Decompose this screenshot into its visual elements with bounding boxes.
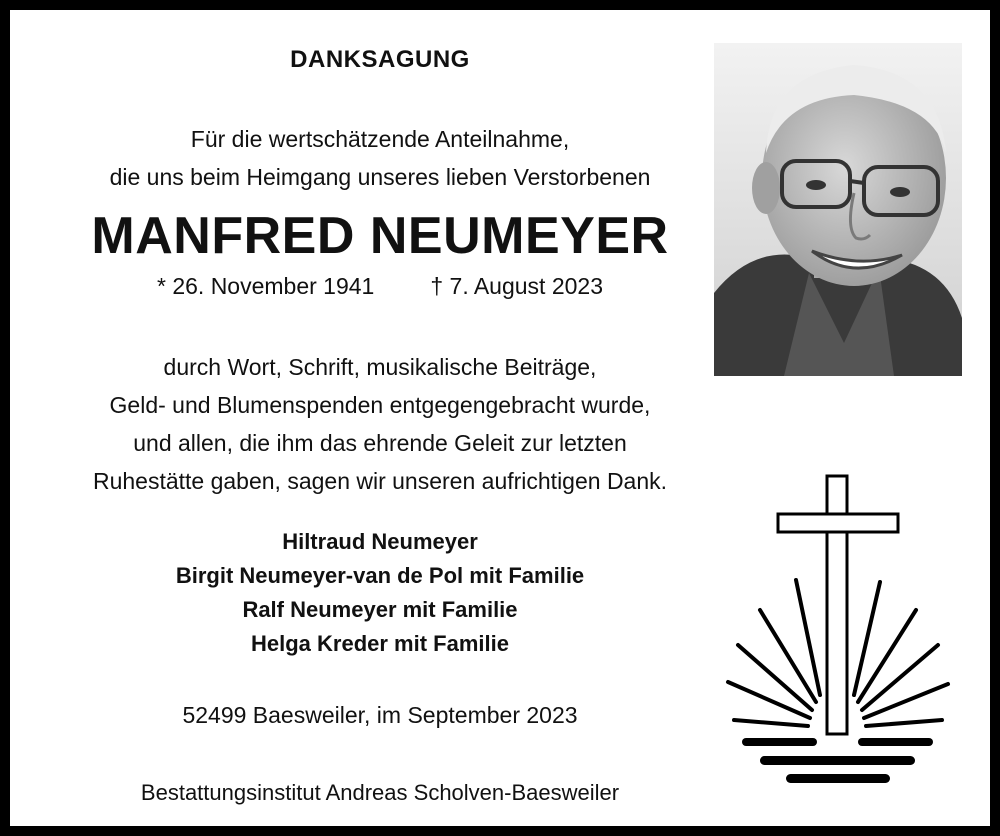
- portrait-icon: [714, 43, 962, 376]
- undertaker: Bestattungsinstitut Andreas Scholven-Baesweiler: [140, 780, 620, 805]
- intro-line: Für die wertschätzende Anteilnahme,: [190, 126, 570, 152]
- thanks-line: durch Wort, Schrift, musikalische Beiträge,: [163, 354, 597, 380]
- family-member: Ralf Neumeyer mit Familie: [242, 597, 518, 622]
- thanks-line: Ruhestätte gaben, sagen wir unseren aufrichtigen Dank.: [92, 468, 668, 494]
- birth-date: * 26. November 1941: [156, 273, 375, 299]
- family-signatures: [20, 525, 740, 661]
- death-date: † 7. August 2023: [430, 273, 603, 299]
- portrait-photo: [714, 43, 962, 376]
- family-member: Hiltraud Neumeyer: [282, 529, 478, 554]
- family-member: Helga Kreder mit Familie: [251, 631, 509, 656]
- thanks-text: [20, 348, 740, 500]
- cross-icon: [720, 470, 960, 790]
- life-dates: [20, 273, 740, 300]
- intro-text: [20, 120, 740, 196]
- thanks-line: Geld- und Blumenspenden entgegengebracht wurde,: [109, 392, 651, 418]
- deceased-name: MANFRED NEUMEYER: [91, 207, 669, 265]
- thanks-line: und allen, die ihm das ehrende Geleit zur letzten: [133, 430, 627, 456]
- heading: DANKSAGUNG: [290, 46, 470, 73]
- place-date: 52499 Baesweiler, im September 2023: [182, 702, 578, 728]
- intro-line: die uns beim Heimgang unseres lieben Verstorbenen: [109, 164, 651, 190]
- family-member: Birgit Neumeyer-van de Pol mit Familie: [175, 563, 585, 588]
- cross-sunrise-emblem: [720, 470, 960, 790]
